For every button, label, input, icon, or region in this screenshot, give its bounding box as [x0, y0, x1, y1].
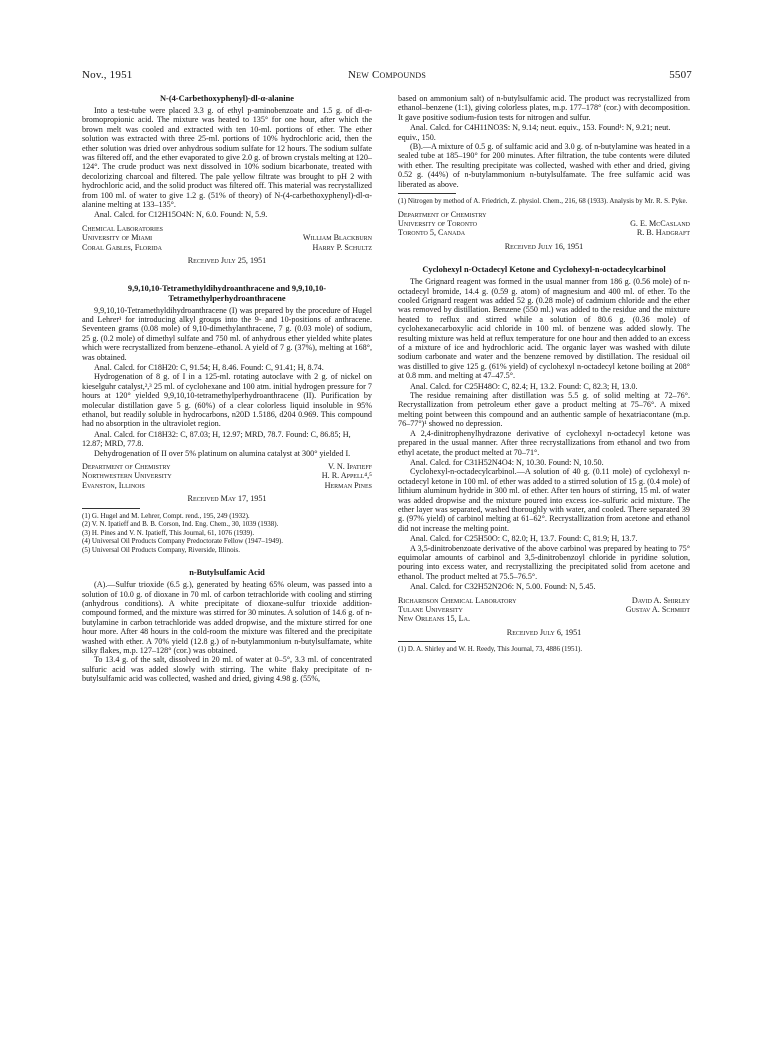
article-title: 9,9,10,10-Tetramethyldihydroanthracene and 9,9,10,10-Tetramethylperhydroanthracene — [127, 283, 327, 303]
analysis-line: Anal. Calcd. for C31H52N4O4: N, 10.30. Found: N, 10.50. — [410, 457, 604, 467]
paragraph: based on ammonium salt) of n-butylsulfamic acid. The product was recrystallized from ethanol–benzene (1:1), giving colorless plates, m.p. 177–178° (cor.) with decomposition. It gave positive sodium-fusion tests for nitrogen and sulfur. — [398, 94, 690, 122]
author: David A. Shirley — [631, 595, 690, 605]
footnote: (1) Nitrogen by method of A. Friedrich, Z. physiol. Chem., 216, 68 (1933). Analysis by Mr. R. S. Pyke. — [398, 197, 688, 206]
footnote: (1) D. A. Shirley and W. H. Reedy, This Journal, 73, 4886 (1951). — [398, 645, 583, 654]
paragraph: Dehydrogenation of II over 5% platinum on alumina catalyst at 300° yielded I. — [94, 448, 351, 458]
affiliation-line — [398, 219, 690, 228]
paragraph: The Grignard reagent was formed in the usual manner from 186 g. (0.56 mole) of n-octadecyl bromide, 14.4 g. (0.59 g. atom) of magnesium and 400 ml. of ether. To the cooled Grignard reagent was added 52 g. (0.28 mole) of cadmium chloride and the ether was removed by distillation. Benzene (550 ml.) was added to the residue and the mixture heated to reflux and stirred while a solution of 80.6 g. (0.36 mole) of cyclohexanecarboxylic acid chloride in 100 ml. of benzene was added slowly. The resulting mixture was held at reflux temperature for one hour and then added to an excess of a mixture of ice and hydrochloric acid. The organic layer was washed with dilute sodium carbonate and water and the benzene removed by distillation. The residual oil was distilled to give 125 g. (61% yield) of cyclohexyl n-octadecyl ketone boiling at 208° at 0.8 mm. and melting at 47–47.5°. — [398, 277, 690, 381]
affiliation-line — [398, 596, 690, 605]
header-page-number: 5507 — [669, 69, 692, 81]
page-header — [82, 69, 692, 83]
article-title: n-Butylsulfamic Acid — [189, 568, 265, 578]
paragraph: Cyclohexyl-n-octadecylcarbinol.—A solution of 40 g. (0.11 mole) of cyclohexyl n-octadecyl ketone in 100 ml. of ether was added to a stirred solution of 15 g. (0.4 mole) of lithium aluminum hydride in 300 ml. of ether. After ten hours of stirring, 15 ml. of water was added dropwise and the mixture poured into excess ice–sulfuric acid mixture. The ether layer was separated, washed thoroughly with water, and cooled. There separated 39 g. (97% yield) of carbinol melting at 61–62°. Recrystallization from acetone and ethanol did not increase the melting point. — [398, 467, 690, 533]
affiliation: University of Toronto — [398, 218, 477, 228]
author: William Blackburn — [302, 233, 372, 243]
footnote: (3) H. Pines and V. N. Ipatieff, This Journal, 61, 1076 (1939). — [82, 528, 255, 537]
author: Gustav A. Schmidt — [625, 605, 690, 614]
paragraph: (A).—Sulfur trioxide (6.5 g.), generated by heating 65% oleum, was passed into a solution of 10.0 g. of dioxane in 70 ml. of carbon tetrachloride with cooling and stirring (anhydrous conditions). A white precipitate of dioxane-sulfur trioxide addition-compound formed, and the mixture was stirred for 30 minutes. A solution of 14.6 g. of n-butylamine in carbon tetrachloride was added dropwise, and the mixture stirred for one hour more. After 48 hours in the cold-room the mixture was filtered and the precipitate washed with ether. A 70% yield (12.8 g.) of n-butylammonium n-butylsulfamate, white silky flakes, m.p. 127–128° (cor.) was obtained. — [82, 580, 372, 655]
affiliation-line — [82, 471, 372, 480]
paragraph: A 3,5-dinitrobenzoate derivative of the above carbinol was prepared by heating to 75° equimolar amounts of carbinol and 3,5-dinitrobenzoyl chloride in pyridine solution, pouring into excess water, and recrystallizing the precipitated solid from acetone and ethanol. The product melted at 75.5–76.5°. — [398, 543, 690, 581]
received-date: Received July 25, 1951 — [187, 256, 267, 266]
paragraph: A 2,4-dinitrophenylhydrazone derivative of cyclohexyl n-octadecyl ketone was prepared in the usual manner. After three recrystallizations from ethanol and two from ethyl acetate, the product melted at 70–71°. — [398, 428, 690, 457]
left-column — [82, 94, 372, 684]
affiliation-line — [398, 614, 690, 623]
affiliation-line — [82, 243, 372, 252]
received-date: Received July 6, 1951 — [506, 627, 582, 637]
affiliation: University of Miami — [82, 233, 153, 243]
affiliation-line — [398, 605, 690, 614]
author: G. E. McCasland — [630, 218, 690, 228]
header-date: Nov., 1951 — [82, 69, 133, 81]
analysis-line: Anal. Calcd. for C12H15O4N: N, 6.0. Found: N, 5.9. — [94, 210, 268, 220]
footnote-rule — [398, 641, 456, 642]
affiliation: Department of Chemistry — [82, 462, 171, 471]
affiliation-line — [82, 224, 372, 233]
author: Herman Pines — [324, 480, 372, 490]
footnote: (1) G. Hugel and M. Lehrer, Compt. rend., 195, 249 (1932). — [82, 511, 250, 520]
analysis-line: Anal. Calcd. for C25H50O: C, 82.0; H, 13.7. Found: C, 81.9; H, 13.7. — [410, 534, 638, 544]
paragraph: To 13.4 g. of the salt, dissolved in 20 ml. of water at 0–5°, 3.3 ml. of concentrated sulfuric acid was added slowly with stirring. The white flaky precipitate of n-butylsulfamic acid was collected, washed and dried, giving 4.98 g. (55%, — [82, 655, 372, 684]
header-section: New Compounds — [348, 69, 426, 81]
paragraph: (B).—A mixture of 0.5 g. of sulfamic acid and 3.0 g. of n-butylamine was heated in a sealed tube at 185–190° for 200 minutes. After filtration, the tube contents were diluted with ether. The resulting precipitate was collected, washed with ether and dried, giving 0.52 g. (44%) of n-butylammonium n-butylsulfamate. The free sulfamic acid was liberated as above. — [398, 142, 690, 189]
received-date: Received July 16, 1951 — [504, 241, 584, 251]
paragraph: The residue remaining after distillation was 5.5 g. of solid melting at 72–76°. Recrystallization from petroleum ether gave a product melting at 75–76°. A mixed melting point between this compound and an authentic sample of hexatriacontane (m.p. 76–77°)¹ showed no depression. — [398, 391, 690, 429]
footnote-rule — [398, 193, 456, 194]
affiliation: New Orleans 15, La. — [398, 614, 470, 624]
analysis-line: Anal. Calcd. for C18H20: C, 91.54; H, 8.46. Found: C, 91.41; H, 8.74. — [94, 362, 324, 372]
affiliation-line — [398, 210, 690, 219]
received-date: Received May 17, 1951 — [187, 494, 267, 504]
affiliation-line — [82, 233, 372, 242]
article-title: Cyclohexyl n-Octadecyl Ketone and Cyclohexyl-n-octadecylcarbinol — [422, 265, 666, 275]
affiliation: Toronto 5, Canada — [398, 228, 466, 238]
affiliation: Richardson Chemical Laboratory — [398, 595, 517, 605]
paragraph: 9,9,10,10-Tetramethyldihydroanthracene (I) was prepared by the procedure of Hugel and Lehrer¹ for introducing alkyl groups into the 9- and 10-positions of anthracene. Seventeen grams (0.08 mole) of 9,10-dimethylanthracene, 7 g. (0.03 mole) of sodium, 25 g. (0.2 mole) of dimethyl sulfate and 750 ml. of anhydrous ether yielded white plates which were recrystallized from benzene–ethanol. A yield of 7 g. (37%), melting at 168°, was obtained. — [82, 305, 372, 362]
footnote: (4) Universal Oil Products Company Predoctorate Fellow (1947–1949). — [82, 537, 284, 546]
right-column — [398, 94, 690, 654]
author: R. B. Hadgraft — [636, 228, 690, 238]
author: H. R. Appell⁴,⁵ — [321, 471, 372, 481]
author: Harry P. Schultz — [312, 242, 372, 252]
footnote: (5) Universal Oil Products Company, Riverside, Illinois. — [82, 545, 240, 554]
affiliation: Chemical Laboratories — [82, 223, 163, 233]
affiliation-line — [82, 462, 372, 471]
affiliation: Coral Gables, Florida — [82, 242, 162, 252]
author: V. N. Ipatieff — [328, 462, 372, 471]
affiliation-line — [398, 228, 690, 237]
affiliation: Tulane University — [398, 605, 463, 614]
affiliation: Evanston, Illinois — [82, 480, 145, 490]
analysis-line: Anal. Calcd. for C4H11NO3S: N, 9.14; neut. equiv., 153. Found¹: N, 9.21; neut. equiv., 150. — [398, 123, 671, 142]
article-title: N-(4-Carbethoxyphenyl)-dl-α-alanine — [159, 94, 295, 103]
affiliation-line — [82, 481, 372, 490]
analysis-line: Anal. Calcd. for C25H48O: C, 82.4; H, 13.2. Found: C, 82.3; H, 13.0. — [410, 381, 638, 391]
footnote-rule — [82, 508, 140, 509]
affiliation: Northwestern University — [82, 471, 172, 481]
analysis-line: Anal. Calcd. for C18H32: C, 87.03; H, 12.97; MRD, 78.7. Found: C, 86.85; H, 12.87; MRD, 77.8. — [82, 429, 351, 449]
paragraph: Hydrogenation of 8 g. of I in a 125-ml. rotating autoclave with 2 g. of nickel on kieselguhr catalyst,²,³ 25 ml. of cyclohexane and 100 atm. initial hydrogen pressure for 7 hours at 120° yielded 9,9,10,10-tetramethylperhydroanthracene (II). Purification by molecular distillation gave 5 g. (60%) of a clear colorless liquid insoluble in 95% ethanol, but readily soluble in hydrocarbons, n20D 1.5186, d204 0.969. This compound had no absorption in the ultraviolet region. — [82, 372, 372, 429]
paragraph: Into a test-tube were placed 3.3 g. of ethyl p-aminobenzoate and 1.5 g. of dl-α-bromopropionic acid. The mixture was heated to 135° for one hour, after which the brown melt was cooled and extracted with ten 10-ml. portions of ether. The ether solution was extracted with three 25-ml. portions of 10% hydrochloric acid, then the ether solution was dried over anhydrous sodium sulfate for 12 hours. The sodium sulfate was filtered off, and the ether evaporated to give 2.0 g. of brown crystals melting at 120–124°. The crude product was next dissolved in 10% sodium bicarbonate, treated with decolorizing charcoal and filtered. The pale yellow filtrate was brought to pH 2 with hydrochloric acid, and the solid product was filtered off. This material was recrystallized from 100 ml. of water to give 1.2 g. (51% of theory) of N-(4-carbethoxyphenyl)-dl-α-alanine melting at 133–135°. — [82, 106, 372, 210]
affiliation: Department of Chemistry — [398, 209, 487, 219]
analysis-line: Anal. Calcd. for C32H52N2O6: N, 5.00. Found: N, 5.45. — [410, 582, 596, 592]
footnote: (2) V. N. Ipatieff and B. B. Corson, Ind. Eng. Chem., 30, 1039 (1938). — [82, 520, 279, 529]
